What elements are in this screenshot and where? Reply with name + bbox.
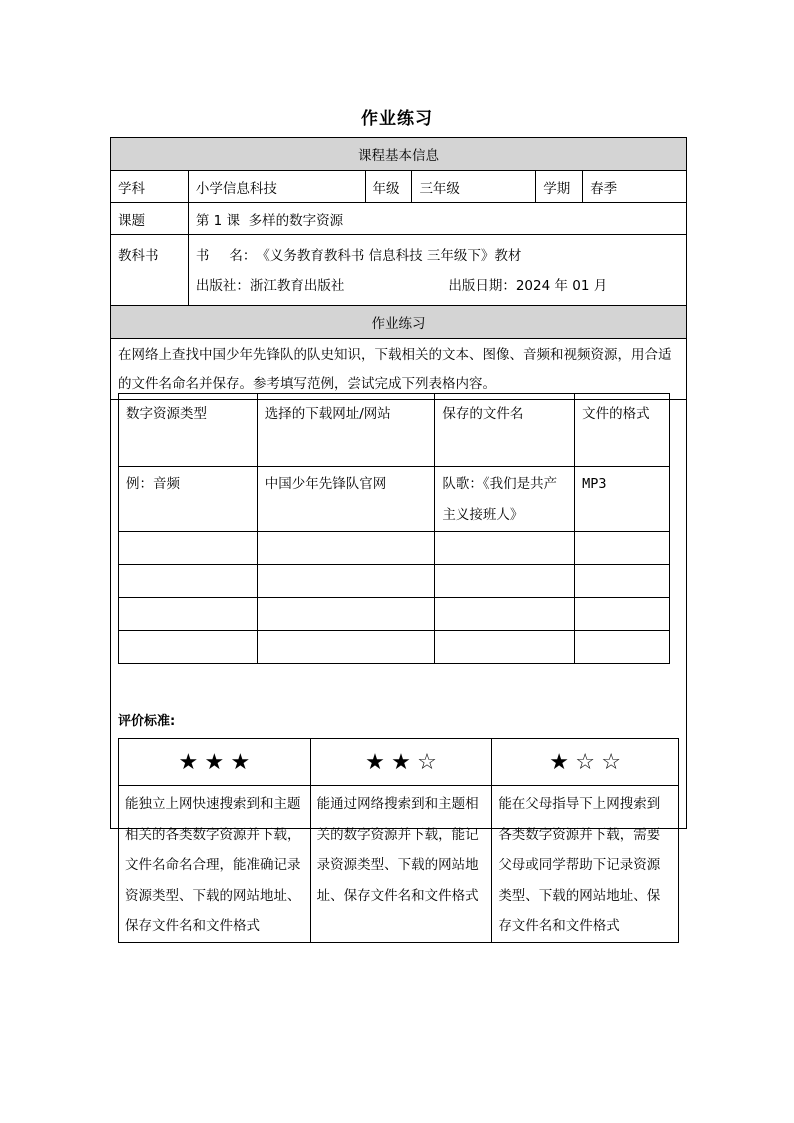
resource-table [118,393,670,664]
example-format: MP3 [575,467,670,532]
page-title: 作业练习 [361,109,433,129]
empty-star-icon: ☆ [575,749,596,775]
homework-header: 作业练习 [111,306,687,339]
example-site: 中国少年先锋队官网 [257,467,435,532]
blank-cell[interactable] [435,532,575,565]
filled-star-icon: ★ [230,749,251,775]
empty-star-icon: ☆ [601,749,622,775]
blank-cell[interactable] [435,598,575,631]
filled-star-icon: ★ [365,749,385,775]
criteria-row [119,786,679,943]
evaluation-title: 评价标准: [118,714,176,729]
course-info-header: 课程基本信息 [111,138,687,171]
blank-cell[interactable] [575,532,670,565]
criteria-three-stars: 能独立上网快速搜索到和主题相关的各类数字资源并下载，文件名命名合理，能准确记录资源类型、下载的网站地址、保存文件名和文件格式 [119,786,311,943]
term-label: 学期 [536,171,583,203]
blank-cell[interactable] [575,565,670,598]
blank-cell[interactable] [575,598,670,631]
empty-star-icon: ☆ [417,749,437,775]
example-row [119,467,670,532]
grade-value: 三年级 [412,171,536,203]
term-value: 春季 [583,171,687,203]
rating-two-stars [310,739,492,786]
table-row [119,631,670,664]
blank-cell[interactable] [119,631,258,664]
lesson-label: 课题 [111,203,189,235]
table-header-cell: 选择的下载网址/网站 [257,394,435,467]
blank-cell[interactable] [119,532,258,565]
filled-star-icon: ★ [204,749,225,775]
blank-cell[interactable] [257,631,435,664]
book-prefix-1: 书 [195,248,210,264]
book-name-line [196,241,686,271]
table-header-cell: 文件的格式 [575,394,670,467]
rating-one-star [492,739,679,786]
blank-cell[interactable] [119,598,258,631]
evaluation-table [118,738,679,943]
resource-table-header [119,394,670,467]
table-header-cell: 保存的文件名 [435,394,575,467]
rating-row [119,739,679,786]
filled-star-icon: ★ [549,749,570,775]
blank-cell[interactable] [119,565,258,598]
subject-label: 学科 [111,171,189,203]
publish-date: 出版日期：2024 年 01 月 [448,278,608,294]
table-row [119,565,670,598]
rating-three-stars [119,739,311,786]
table-header-cell: 数字资源类型 [119,394,258,467]
blank-cell[interactable] [575,631,670,664]
criteria-one-star: 能在父母指导下上网搜索到各类数字资源并下载，需要父母或同学帮助下记录资源类型、下载的网站地址、保存文件名和文件格式 [492,786,679,943]
book-name: 《义务教育教科书 信息科技 三年级下》教材 [256,248,522,264]
textbook-info [188,235,686,306]
blank-cell[interactable] [257,565,435,598]
table-row [119,598,670,631]
blank-cell[interactable] [435,631,575,664]
subject-value: 小学信息科技 [188,171,365,203]
blank-cell[interactable] [257,598,435,631]
publisher: 出版社：浙江教育出版社 [195,278,345,294]
example-type: 例：音频 [119,467,258,532]
textbook-label: 教科书 [111,235,189,306]
blank-cell[interactable] [257,532,435,565]
filled-star-icon: ★ [391,749,411,775]
criteria-two-stars: 能通过网络搜索到和主题相关的数字资源并下载，能记录资源类型、下载的网站地址、保存文件名和文件格式 [310,786,492,943]
table-row [119,532,670,565]
filled-star-icon: ★ [178,749,199,775]
publisher-line [196,271,686,301]
lesson-value: 第 1 课 多样的数字资源 [188,203,686,235]
blank-cell[interactable] [435,565,575,598]
grade-label: 年级 [365,171,412,203]
example-filename: 队歌：《我们是共产主义接班人》 [435,467,575,532]
book-prefix-2: 名： [229,248,257,264]
homework-instruction: 在网络上查找中国少年先锋队的队史知识，下载相关的文本、图像、音频和视频资源，用合适的文件名命名并保存。参考填写范例，尝试完成下列表格内容。 [111,339,687,400]
